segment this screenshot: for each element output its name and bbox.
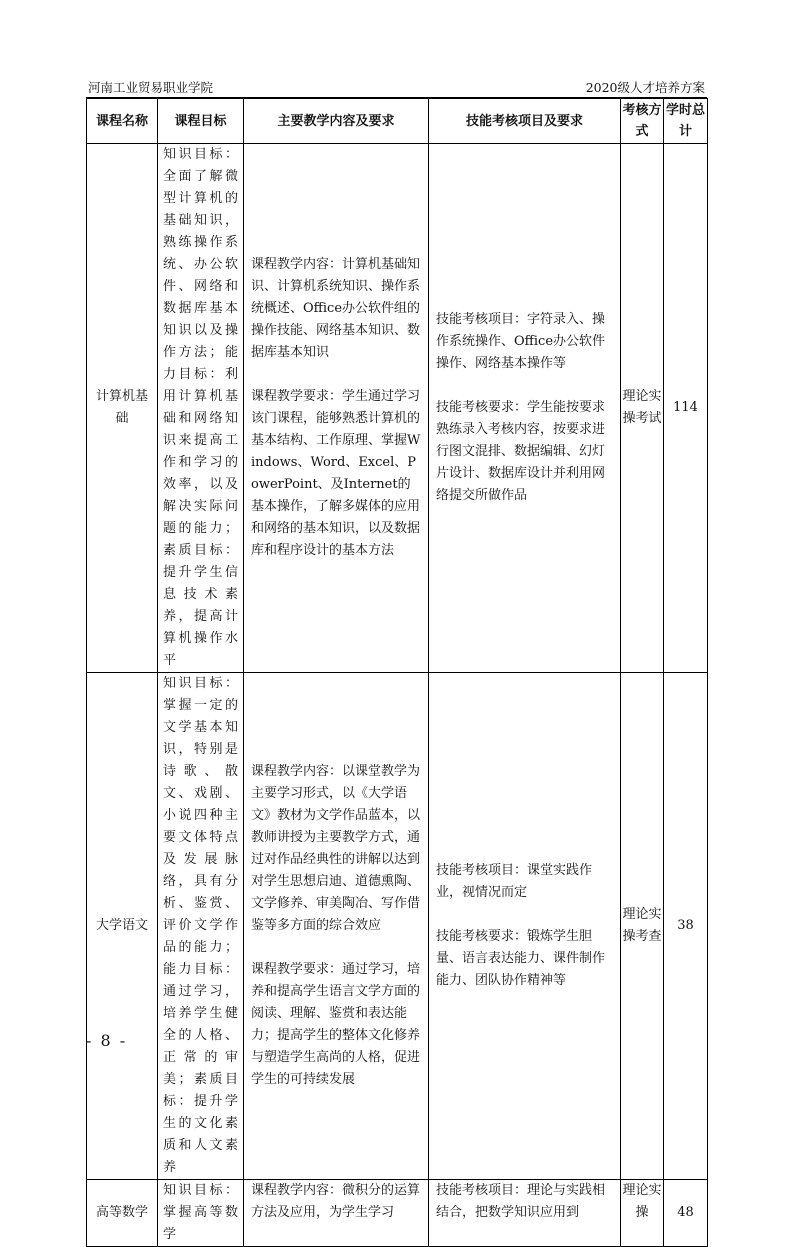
table-row: [87, 144, 708, 673]
teaching-content-cell: [244, 144, 429, 673]
teaching-content: 课程教学内容：微积分的运算方法及应用，为学生学习: [244, 1180, 429, 1247]
total-hours: 38: [664, 673, 708, 1180]
school-name: 河南工业贸易职业学院: [88, 80, 214, 95]
col-header-content: 主要教学内容及要求: [244, 99, 429, 144]
course-goal: 知识目标：掌握高等数学: [158, 1180, 244, 1247]
assessment-method: 理论实操: [621, 1180, 664, 1247]
skill-items: 技能考核项目：课堂实践作业，视情况而定: [436, 863, 593, 900]
col-header-skill: 技能考核项目及要求: [429, 99, 621, 144]
teaching-content: 课程教学内容：以课堂教学为主要学习形式，以《大学语文》教材为文学作品蓝本，以教师讲授为主要教学方式，通过对作品经典性的讲解以达到对学生思想启迪、道德熏陶、文学修养、审美陶冶、写作借鉴等多方面的综合效应: [251, 764, 421, 933]
col-header-hours: 学时总计: [664, 99, 708, 144]
course-table: [86, 98, 708, 1247]
teaching-content-cell: [244, 673, 429, 1180]
table-header-row: [87, 99, 708, 144]
skill-items: 技能考核项目：理论与实践相结合，把数学知识应用到: [429, 1180, 621, 1247]
table-row: [87, 1180, 708, 1247]
course-name: 大学语文: [87, 673, 158, 1180]
course-goal: 知识目标：掌握一定的文学基本知识，特别是诗歌、散文、戏剧、小说四种主要文体特点及发展脉络，具有分析、鉴赏、评价文学作品的能力；能力目标：通过学习，培养学生健全的人格、正常的审美；素质目标：提升学生的文化素质和人文素养: [158, 673, 244, 1180]
skill-requirement: 技能考核要求：学生能按要求熟练录入考核内容，按要求进行图文混排、数据编辑、幻灯片设计、数据库设计并利用网络提交所做作品: [436, 400, 606, 503]
page-number: - 8 -: [86, 1031, 128, 1050]
table-row: [87, 673, 708, 1180]
course-name: 计算机基础: [87, 144, 158, 673]
document-title: 2020级人才培养方案: [585, 80, 705, 95]
skill-requirement: 技能考核要求：锻炼学生胆量、语言表达能力、课件制作能力、团队协作精神等: [436, 929, 606, 988]
teaching-requirement: 课程教学要求：学生通过学习该门课程，能够熟悉计算机的基本结构、工作原理、掌握Windows、Word、Excel、PowerPoint、及Internet的基本操作，了解多媒体的应用和网络的基本知识，以及数据库和程序设计的基本方法: [251, 389, 421, 558]
skill-assessment-cell: [429, 673, 621, 1180]
course-goal: 知识目标：全面了解微型计算机的基础知识，熟练操作系统、办公软件、网络和数据库基本知识以及操作方法；能力目标：利用计算机基础和网络知识来提高工作和学习的效率，以及解决实际问题的能力；素质目标：提升学生信息技术素养，提高计算机操作水平: [158, 144, 244, 673]
skill-assessment-cell: [429, 144, 621, 673]
total-hours: 114: [664, 144, 708, 673]
teaching-content: 课程教学内容：计算机基础知识、计算机系统知识、操作系统概述、Office办公软件组的操作技能、网络基本知识、数据库基本知识: [251, 257, 421, 360]
col-header-course-name: 课程名称: [87, 99, 158, 144]
teaching-requirement: 课程教学要求：通过学习，培养和提高学生语言文学方面的阅读、理解、鉴赏和表达能力；提高学生的整体文化修养与塑造学生高尚的人格，促进学生的可持续发展: [251, 962, 421, 1087]
assessment-method: 理论实操考试: [621, 144, 664, 673]
total-hours: 48: [664, 1180, 708, 1247]
assessment-method: 理论实操考查: [621, 673, 664, 1180]
page-header: [86, 77, 707, 98]
course-name: 高等数学: [87, 1180, 158, 1247]
col-header-course-goal: 课程目标: [158, 99, 244, 144]
skill-items: 技能考核项目：字符录入、操作系统操作、Office办公软件操作、网络基本操作等: [436, 312, 606, 371]
col-header-method: 考核方式: [621, 99, 664, 144]
